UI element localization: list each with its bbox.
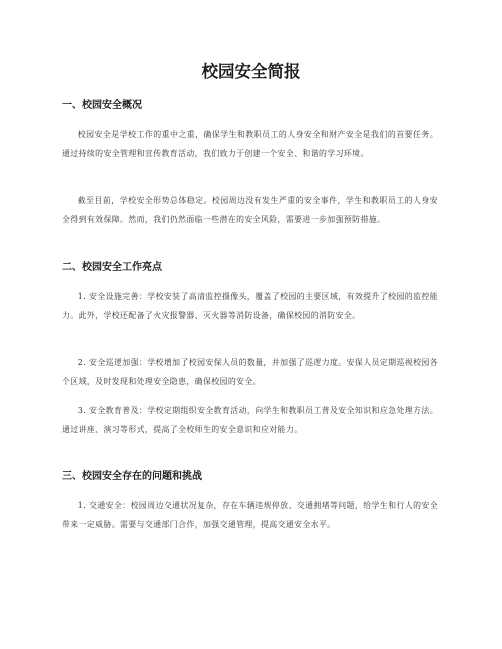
paragraph: 截至目前，学校安全形势总体稳定。校园周边没有发生严重的安全事件，学生和教职员工的人身安全得到有效保障。然而，我们仍然面临一些潜在的安全风险，需要进一步加强预防措施。: [62, 196, 438, 224]
paragraph: 校园安全是学校工作的重中之重，确保学生和教职员工的人身安全和财产安全是我们的首要任务。通过持续的安全管理和宣传教育活动，我们致力于创建一个安全、和谐的学习环境。: [62, 130, 438, 158]
paragraph: 1. 安全设施完善：学校安装了高清监控摄像头，覆盖了校园的主要区域，有效提升了校园的监控能力。此外，学校还配备了火灾报警器、灭火器等消防设备，确保校园的消防安全。: [62, 292, 438, 320]
section-heading-issues: 三、校园安全存在的问题和挑战: [62, 471, 202, 482]
section-heading-highlights: 二、校园安全工作亮点: [62, 262, 162, 273]
section-heading-overview: 一、校园安全概况: [62, 100, 142, 111]
paragraph: 3. 安全教育普及：学校定期组织安全教育活动，向学生和教职员工普及安全知识和应急处理方法。通过讲座、演习等形式，提高了全校师生的安全意识和应对能力。: [62, 406, 438, 434]
paragraph: 2. 安全巡逻加强：学校增加了校园安保人员的数量，并加强了巡逻力度。安保人员定期巡视校园各个区域，及时发现和处理安全隐患，确保校园的安全。: [62, 358, 438, 386]
document-title: 校园安全简报: [201, 62, 301, 81]
paragraph: 1. 交通安全：校园周边交通状况复杂，存在车辆违规停放、交通拥堵等问题，给学生和行人的安全带来一定威胁。需要与交通部门合作，加强交通管理，提高交通安全水平。: [62, 501, 438, 529]
